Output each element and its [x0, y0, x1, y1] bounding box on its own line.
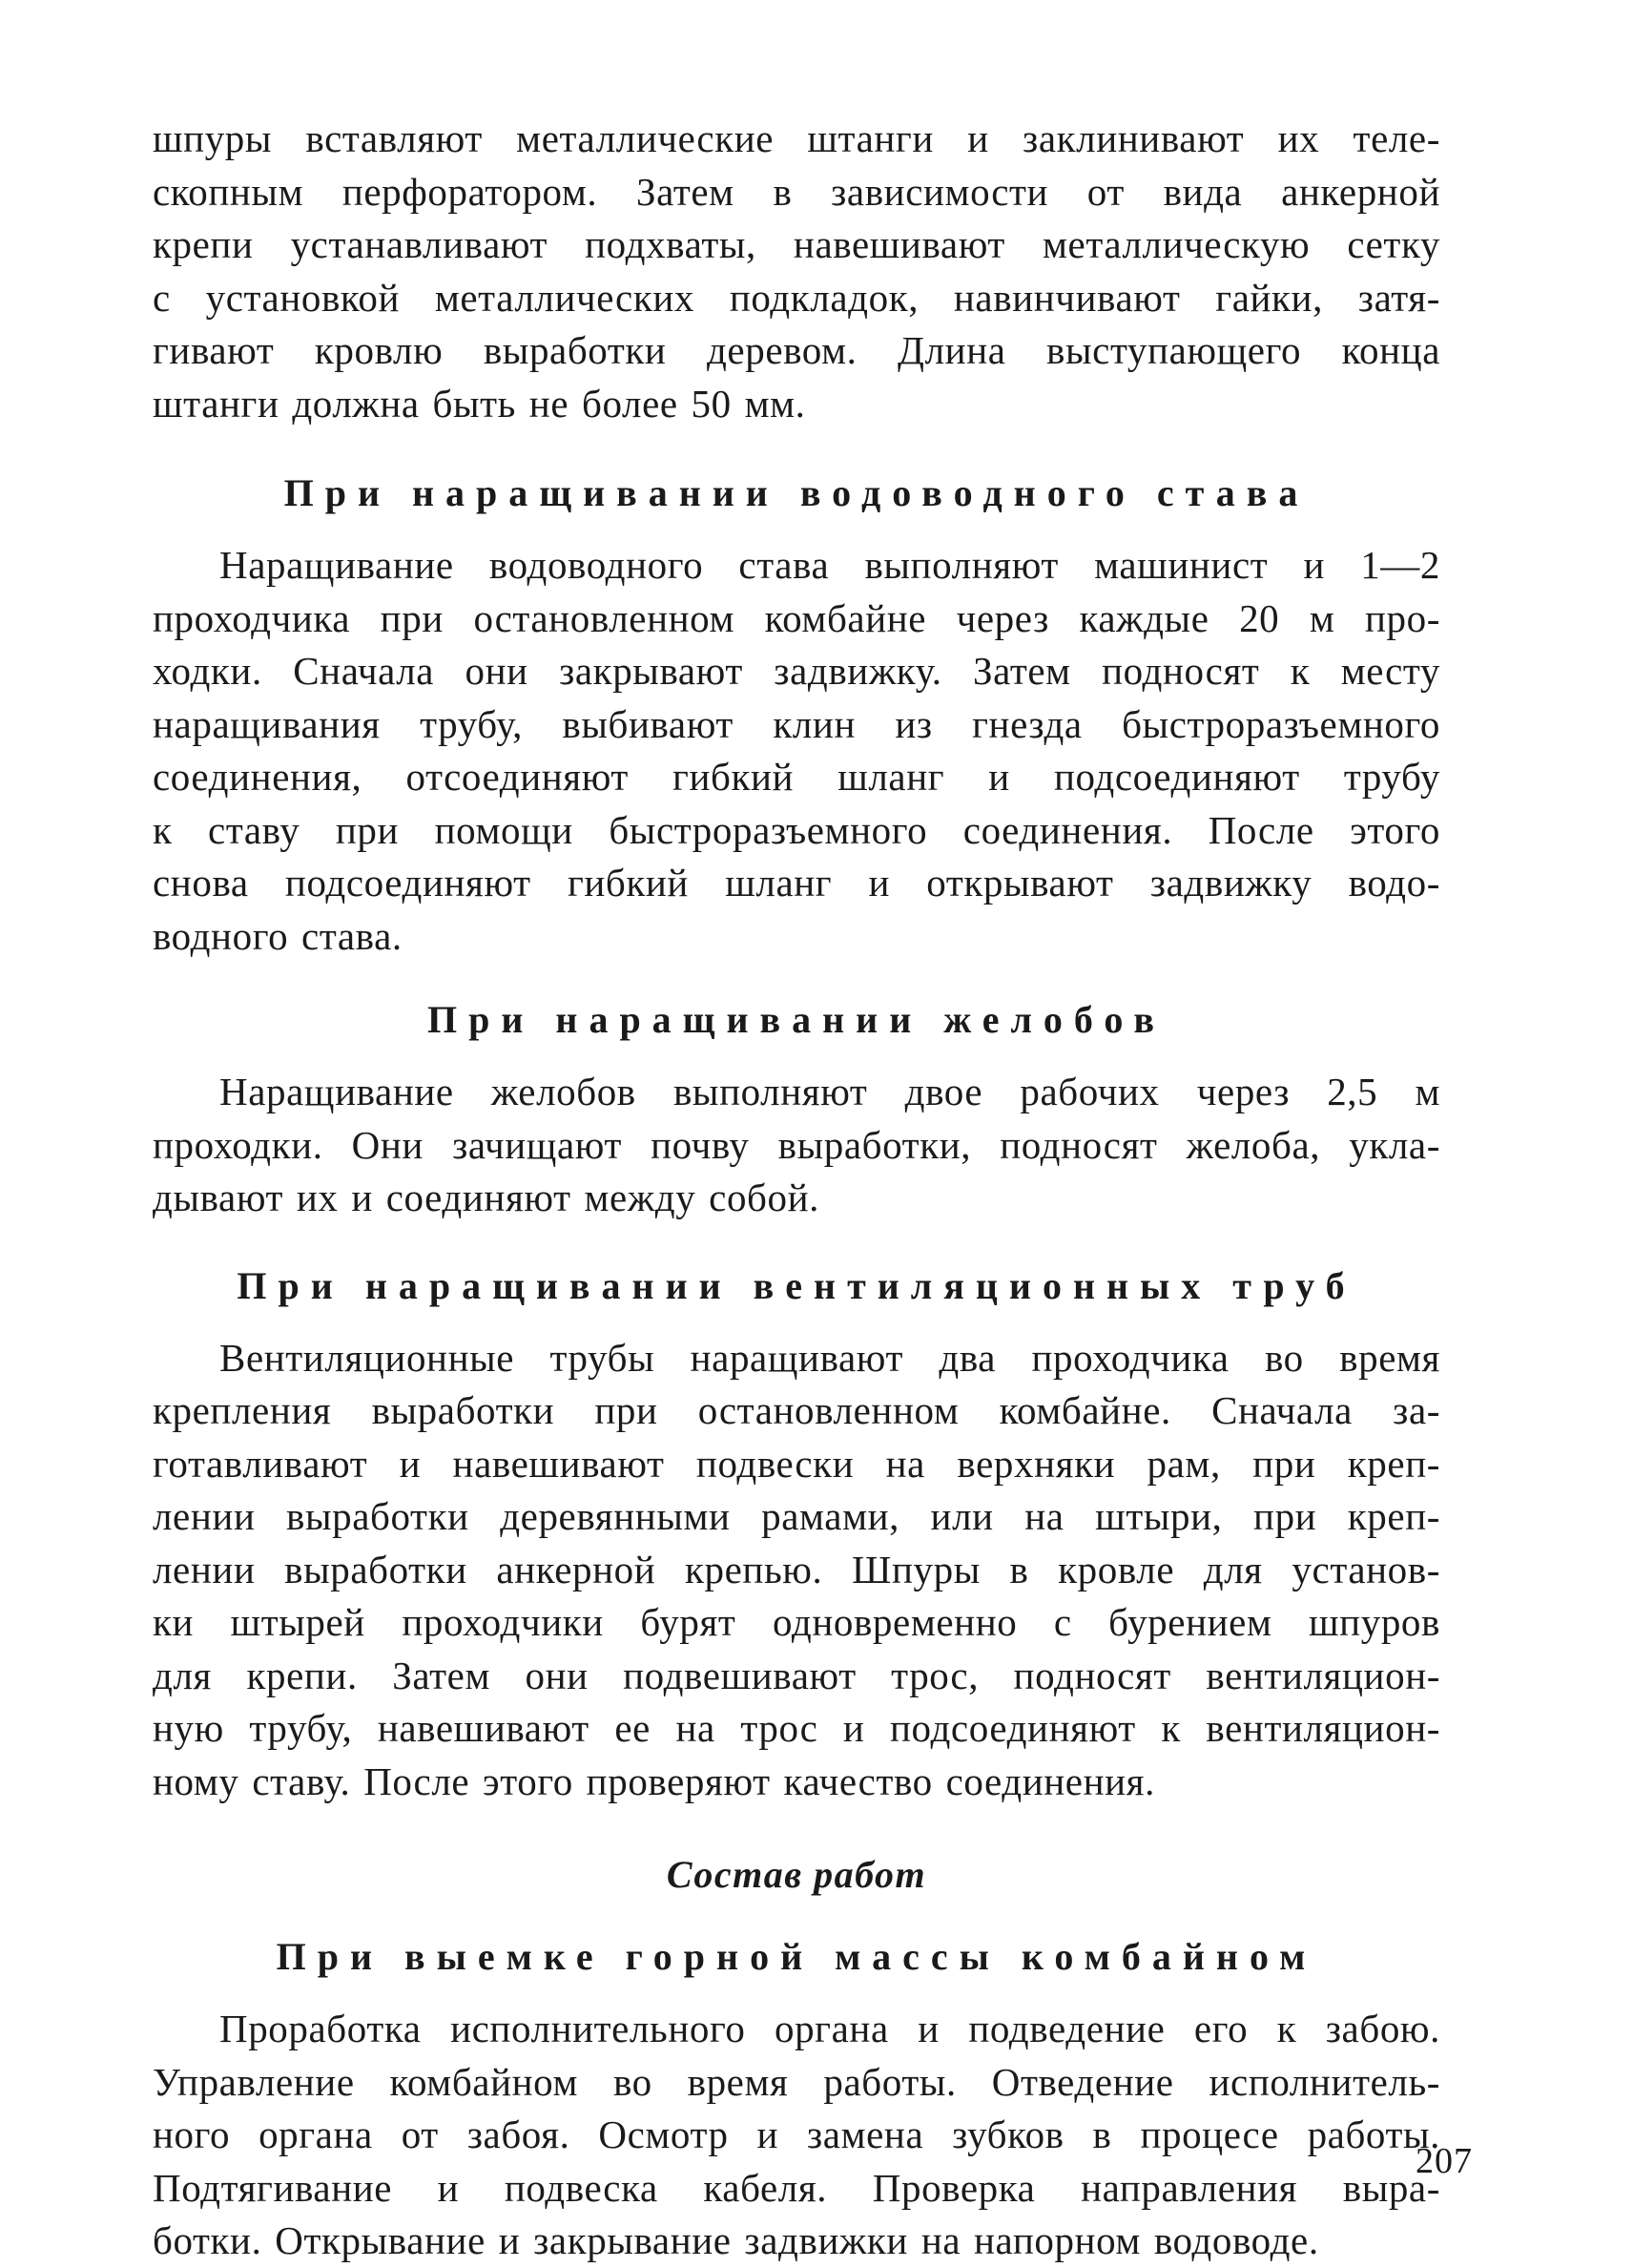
text-line: лении выработки анкерной крепью. Шпуры в кровле для установ-: [153, 1547, 1440, 1592]
text-line: шпуры вставляют металлические штанги и заклинивают их теле-: [153, 116, 1440, 160]
text-line: для крепи. Затем они подвешивают трос, подносят вентиляцион-: [153, 1653, 1440, 1697]
page-body: [153, 113, 1440, 2268]
text-line: ного органа от забоя. Осмотр и замена зубков в процесе работы.: [153, 2112, 1440, 2156]
text-line: снова подсоединяют гибкий шланг и открывают задвижку водо-: [153, 861, 1440, 905]
text-line: скопным перфоратором. Затем в зависимости от вида анкерной: [153, 169, 1440, 214]
text-line: лении выработки деревянными рамами, или на штыри, при креп-: [153, 1494, 1440, 1538]
text-line: с установкой металлических подкладок, навинчивают гайки, затя-: [153, 275, 1440, 320]
text-line: штанги должна быть не более 50 мм.: [153, 381, 806, 426]
text-line: ную трубу, навешивают ее на трос и подсоединяют к вентиляцион-: [153, 1706, 1440, 1750]
text-line: Проработка исполнительного органа и подведение его к забою.: [219, 2007, 1440, 2050]
section-heading-rock-extraction: При выемке горной массы комбайном: [276, 1935, 1317, 1978]
text-line: дывают их и соединяют между собой.: [153, 1176, 820, 1219]
text-line: Подтягивание и подвеска кабеля. Проверка направления выра-: [153, 2165, 1440, 2210]
text-line: крепления выработки при остановленном комбайне. Сначала за-: [153, 1388, 1440, 1432]
text-line: готавливают и навешивают подвески на верхняки рам, при креп-: [153, 1441, 1440, 1486]
section-heading-work-composition: Состав работ: [666, 1853, 927, 1896]
text-line: наращивания трубу, выбивают клин из гнезда быстроразъемного: [153, 701, 1440, 746]
paragraph-troughs: [153, 1066, 1440, 1225]
section-heading-troughs: При наращивании желобов: [426, 998, 1166, 1041]
text-line: Управление комбайном во время работы. Отведение исполнитель-: [153, 2059, 1440, 2104]
text-line: ки штырей проходчики бурят одновременно с бурением шпуров: [153, 1600, 1440, 1644]
text-line: ному ставу. После этого проверяют качество соединения.: [153, 1758, 1155, 1803]
text-line: Наращивание желобов выполняют двое рабочих через 2,5 м: [219, 1070, 1440, 1113]
text-line: к ставу при помощи быстроразъемного соединения. После этого: [153, 807, 1440, 852]
paragraph-rock-extraction: [153, 2003, 1440, 2268]
text-line: гивают кровлю выработки деревом. Длина выступающего конца: [153, 328, 1440, 372]
page-number: 207: [1416, 2141, 1473, 2181]
text-line: проходки. Они зачищают почву выработки, подносят желоба, укла-: [153, 1122, 1440, 1167]
paragraph-water-pipe: [153, 539, 1440, 963]
section-heading-ventilation: При наращивании вентиляционных труб: [237, 1263, 1356, 1307]
text-line: соединения, отсоединяют гибкий шланг и подсоединяют трубу: [153, 755, 1440, 799]
paragraph-anchor-installation: [153, 113, 1440, 430]
text-line: Вентиляционные трубы наращивают два проходчика во время: [219, 1335, 1440, 1380]
text-line: ходки. Сначала они закрывают задвижку. Затем подносят к месту: [153, 649, 1440, 693]
paragraph-ventilation: [153, 1332, 1440, 1809]
text-line: крепи устанавливают подхваты, навешивают металлическую сетку: [153, 222, 1440, 266]
text-line: проходчика при остановленном комбайне через каждые 20 м про-: [153, 595, 1440, 640]
text-line: Наращивание водоводного става выполняют машинист и 1—2: [219, 543, 1440, 587]
text-line: ботки. Открывание и закрывание задвижки на напорном водоводе.: [153, 2218, 1319, 2262]
text-line: водного става.: [153, 913, 403, 958]
section-heading-water-pipe: При наращивании водоводного става: [283, 471, 1310, 514]
